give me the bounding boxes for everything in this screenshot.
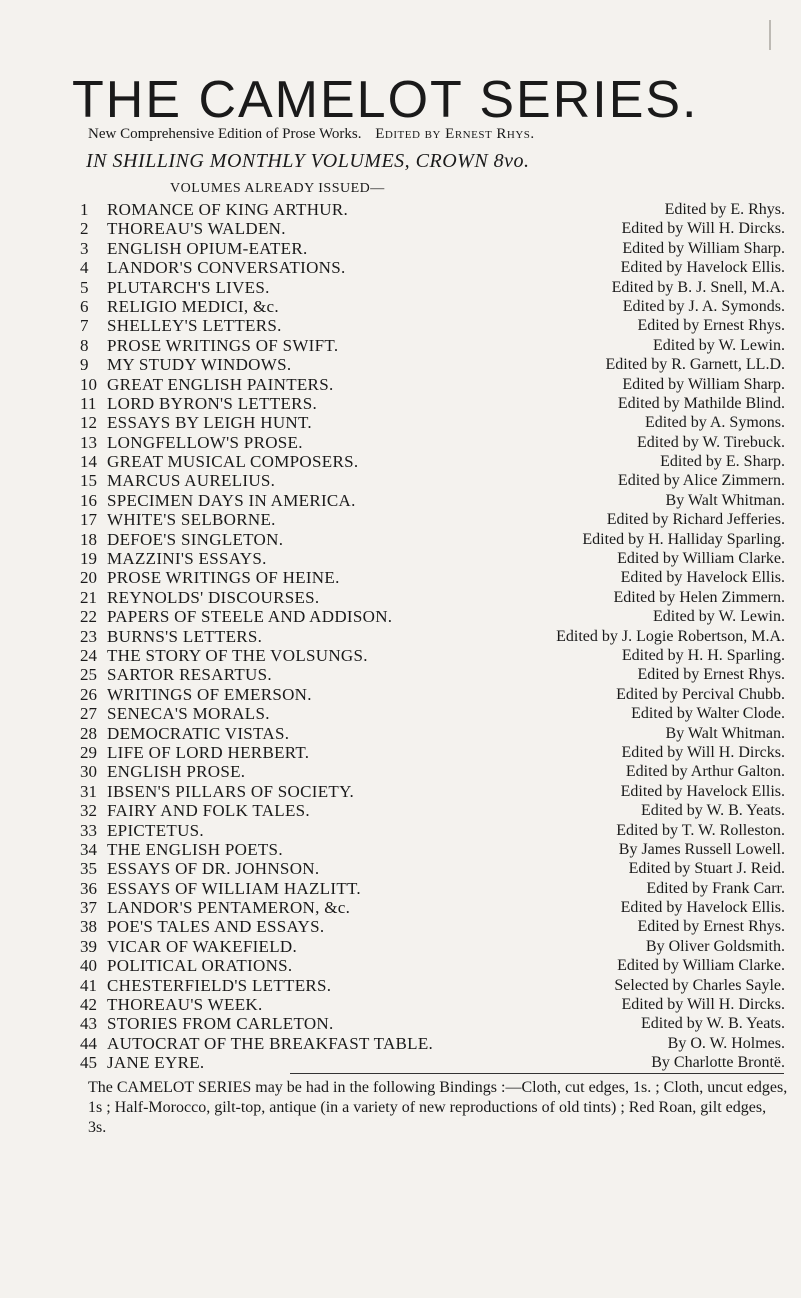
volume-title: DEFOE'S SINGLETON. — [107, 529, 284, 549]
volume-title: PLUTARCH'S LIVES. — [107, 277, 270, 297]
volume-title: LIFE OF LORD HERBERT. — [107, 742, 310, 762]
list-item — [80, 801, 785, 820]
volume-title: THOREAU'S WEEK. — [107, 995, 263, 1015]
volume-title: PROSE WRITINGS OF HEINE. — [107, 568, 340, 588]
volume-number: 19 — [80, 549, 97, 569]
list-item — [80, 219, 785, 238]
volume-title: PAPERS OF STEELE AND ADDISON. — [107, 607, 393, 627]
volume-editor: By Charlotte Brontë. — [651, 1054, 785, 1072]
volume-title: SHELLEY'S LETTERS. — [107, 316, 282, 336]
volume-editor: Edited by Helen Zimmern. — [613, 588, 785, 606]
volume-number: 16 — [80, 490, 97, 510]
volume-title: LORD BYRON'S LETTERS. — [107, 393, 318, 413]
list-item — [80, 879, 785, 898]
list-item — [80, 724, 785, 743]
volume-editor: Edited by A. Symons. — [644, 414, 785, 432]
volume-editor: Edited by W. Lewin. — [653, 608, 785, 626]
list-item — [80, 995, 785, 1014]
volume-number: 13 — [80, 432, 97, 452]
volume-number: 33 — [80, 820, 97, 840]
volume-number: 24 — [80, 645, 97, 665]
list-item — [80, 1034, 785, 1053]
volume-title: THE STORY OF THE VOLSUNGS. — [107, 645, 368, 665]
volume-editor: By O. W. Holmes. — [667, 1034, 785, 1052]
series-title: THE CAMELOT SERIES. — [72, 71, 699, 129]
volume-number: 44 — [80, 1033, 97, 1053]
volume-editor: Edited by William Clarke. — [617, 550, 785, 568]
volume-title: ESSAYS OF WILLIAM HAZLITT. — [107, 878, 361, 898]
volume-number: 17 — [80, 510, 97, 530]
list-item — [80, 316, 785, 335]
volume-editor: Edited by R. Garnett, LL.D. — [605, 356, 785, 374]
volume-editor: Edited by Arthur Galton. — [625, 763, 785, 781]
volume-number: 10 — [80, 374, 97, 394]
volume-number: 9 — [80, 355, 89, 375]
volume-title: ESSAYS OF DR. JOHNSON. — [107, 859, 320, 879]
volume-number: 20 — [80, 568, 97, 588]
series-editor: Edited by Ernest Rhys. — [375, 126, 535, 142]
volume-editor: Edited by Frank Carr. — [646, 879, 785, 897]
list-item — [80, 685, 785, 704]
volume-editor: Edited by Stuart J. Reid. — [628, 860, 785, 878]
volume-number: 26 — [80, 684, 97, 704]
volume-editor: Edited by Will H. Dircks. — [621, 743, 785, 761]
list-item — [80, 549, 785, 568]
volume-title: SENECA'S MORALS. — [107, 704, 270, 724]
list-item — [80, 452, 785, 471]
volume-title: DEMOCRATIC VISTAS. — [107, 723, 290, 743]
series-subtitle — [88, 126, 768, 143]
volume-editor: Edited by Ernest Rhys. — [637, 317, 785, 335]
volume-title: SARTOR RESARTUS. — [107, 665, 272, 685]
volume-editor: Selected by Charles Sayle. — [614, 976, 785, 994]
volume-editor: By Oliver Goldsmith. — [645, 937, 785, 955]
volume-editor: Edited by Havelock Ellis. — [620, 899, 785, 917]
subtitle-text: New Comprehensive Edition of Prose Works. — [88, 126, 362, 142]
list-item — [80, 336, 785, 355]
list-item — [80, 568, 785, 587]
list-item — [80, 917, 785, 936]
volume-title: ENGLISH OPIUM-EATER. — [107, 238, 308, 258]
volume-editor: Edited by Havelock Ellis. — [620, 782, 785, 800]
volume-editor: Edited by T. W. Rolleston. — [616, 821, 785, 839]
volume-title: MY STUDY WINDOWS. — [107, 355, 292, 375]
list-item — [80, 762, 785, 781]
volume-number: 30 — [80, 762, 97, 782]
bindings-note: The CAMELOT SERIES may be had in the following Bindings :—Cloth, cut edges, 1s. ; Cloth, uncut edges, 1s ; Half-Morocco, gilt-top, antique (in a variety of new reproductions of old tints) ; Red Roan, gilt edges, 3s. — [88, 1079, 788, 1136]
list-item — [80, 976, 785, 995]
volume-title: LONGFELLOW'S PROSE. — [107, 432, 303, 452]
list-item — [80, 704, 785, 723]
volume-editor: Edited by William Clarke. — [617, 957, 785, 975]
list-item — [80, 607, 785, 626]
volume-title: ROMANCE OF KING ARTHUR. — [107, 200, 349, 219]
volume-title: GREAT MUSICAL COMPOSERS. — [107, 452, 359, 472]
volume-number: 42 — [80, 995, 97, 1015]
volume-number: 15 — [80, 471, 97, 491]
volume-number: 28 — [80, 723, 97, 743]
volume-editor: Edited by William Sharp. — [622, 239, 785, 257]
volume-title: CHESTERFIELD'S LETTERS. — [107, 975, 332, 995]
volume-title: LANDOR'S PENTAMERON, &c. — [107, 898, 351, 918]
volume-editor: Edited by W. B. Yeats. — [640, 1015, 785, 1033]
volume-editor: By James Russell Lowell. — [618, 840, 785, 858]
list-item — [80, 937, 785, 956]
volume-title: LANDOR'S CONVERSATIONS. — [107, 258, 346, 278]
volume-number: 31 — [80, 781, 97, 801]
volume-number: 22 — [80, 607, 97, 627]
list-item — [80, 200, 785, 219]
volume-number: 14 — [80, 452, 97, 472]
volume-editor: Edited by Ernest Rhys. — [637, 666, 785, 684]
volume-number: 23 — [80, 626, 97, 646]
volume-editor: By Walt Whitman. — [665, 724, 785, 742]
volume-title: MAZZINI'S ESSAYS. — [107, 549, 267, 569]
volume-title: POE'S TALES AND ESSAYS. — [107, 917, 325, 937]
volume-editor: Edited by Ernest Rhys. — [637, 918, 785, 936]
list-item — [80, 646, 785, 665]
volume-number: 29 — [80, 742, 97, 762]
volume-number: 37 — [80, 898, 97, 918]
volume-title: RELIGIO MEDICI, &c. — [107, 296, 279, 316]
volume-title: REYNOLDS' DISCOURSES. — [107, 587, 320, 607]
list-item — [80, 530, 785, 549]
list-item — [80, 278, 785, 297]
list-item — [80, 859, 785, 878]
volume-list — [80, 200, 785, 1073]
volume-number: 45 — [80, 1053, 97, 1073]
volume-number: 41 — [80, 975, 97, 995]
volume-number: 2 — [80, 219, 89, 239]
page-edge-mark — [769, 20, 771, 50]
volume-title: THE ENGLISH POETS. — [107, 839, 283, 859]
list-item — [80, 627, 785, 646]
volume-editor: Edited by J. Logie Robertson, M.A. — [556, 627, 785, 645]
volume-editor: Edited by E. Sharp. — [660, 453, 785, 471]
volume-title: MARCUS AURELIUS. — [107, 471, 276, 491]
volume-number: 8 — [80, 335, 89, 355]
volume-editor: Edited by J. A. Symonds. — [622, 297, 785, 315]
volume-number: 6 — [80, 296, 89, 316]
volume-title: IBSEN'S PILLARS OF SOCIETY. — [107, 781, 355, 801]
volume-editor: Edited by W. Tirebuck. — [636, 433, 785, 451]
list-item — [80, 840, 785, 859]
list-item — [80, 394, 785, 413]
list-item — [80, 491, 785, 510]
volume-number: 35 — [80, 859, 97, 879]
volume-editor: Edited by Mathilde Blind. — [617, 394, 785, 412]
volume-number: 27 — [80, 704, 97, 724]
volume-title: WHITE'S SELBORNE. — [107, 510, 276, 530]
volume-title: BURNS'S LETTERS. — [107, 626, 263, 646]
volume-title: PROSE WRITINGS OF SWIFT. — [107, 335, 339, 355]
volume-editor: Edited by Havelock Ellis. — [620, 259, 785, 277]
list-item — [80, 355, 785, 374]
list-item — [80, 821, 785, 840]
monthly-volumes-line: IN SHILLING MONTHLY VOLUMES, CROWN 8vo. — [86, 150, 530, 172]
volume-editor: Edited by Havelock Ellis. — [620, 569, 785, 587]
list-item — [80, 375, 785, 394]
volume-title: GREAT ENGLISH PAINTERS. — [107, 374, 334, 394]
volume-number: 40 — [80, 956, 97, 976]
volume-number: 1 — [80, 200, 89, 219]
volume-number: 32 — [80, 801, 97, 821]
list-item — [80, 1053, 785, 1072]
list-item — [80, 413, 785, 432]
list-item — [80, 782, 785, 801]
list-item — [80, 239, 785, 258]
volume-number: 43 — [80, 1014, 97, 1034]
volume-number: 39 — [80, 936, 97, 956]
volume-title: VICAR OF WAKEFIELD. — [107, 936, 298, 956]
volume-number: 18 — [80, 529, 97, 549]
volume-title: WRITINGS OF EMERSON. — [107, 684, 312, 704]
volume-title: THOREAU'S WALDEN. — [107, 219, 286, 239]
volume-title: JANE EYRE. — [107, 1053, 205, 1073]
volumes-issued-heading: VOLUMES ALREADY ISSUED— — [170, 181, 385, 196]
volume-editor: Edited by W. B. Yeats. — [640, 802, 785, 820]
volume-number: 38 — [80, 917, 97, 937]
volume-editor: Edited by Will H. Dircks. — [621, 220, 785, 238]
volume-editor: Edited by B. J. Snell, M.A. — [611, 278, 785, 296]
volume-number: 3 — [80, 238, 89, 258]
volume-editor: Edited by Percival Chubb. — [616, 685, 785, 703]
volume-number: 11 — [80, 393, 97, 413]
volume-editor: Edited by H. Halliday Sparling. — [582, 530, 785, 548]
list-item — [80, 1014, 785, 1033]
volume-editor: Edited by William Sharp. — [622, 375, 785, 393]
volume-editor: Edited by Alice Zimmern. — [617, 472, 785, 490]
volume-editor: Edited by Richard Jefferies. — [606, 511, 785, 529]
volume-number: 21 — [80, 587, 97, 607]
volume-number: 34 — [80, 839, 97, 859]
list-item — [80, 588, 785, 607]
volume-editor: Edited by Walter Clode. — [631, 705, 785, 723]
list-item — [80, 433, 785, 452]
volume-editor: Edited by H. H. Sparling. — [621, 646, 785, 664]
volume-title: AUTOCRAT OF THE BREAKFAST TABLE. — [107, 1033, 434, 1053]
list-item — [80, 471, 785, 490]
volume-editor: By Walt Whitman. — [665, 491, 785, 509]
volume-title: FAIRY AND FOLK TALES. — [107, 801, 310, 821]
list-item — [80, 258, 785, 277]
volume-number: 4 — [80, 258, 89, 278]
volume-number: 36 — [80, 878, 97, 898]
list-item — [80, 956, 785, 975]
volume-title: SPECIMEN DAYS IN AMERICA. — [107, 490, 356, 510]
volume-number: 5 — [80, 277, 89, 297]
list-item — [80, 297, 785, 316]
divider-rule — [290, 1073, 784, 1074]
volume-editor: Edited by Will H. Dircks. — [621, 996, 785, 1014]
volume-title: ENGLISH PROSE. — [107, 762, 246, 782]
volume-number: 7 — [80, 316, 89, 336]
volume-title: EPICTETUS. — [107, 820, 204, 840]
volume-title: STORIES FROM CARLETON. — [107, 1014, 334, 1034]
volume-editor: Edited by E. Rhys. — [664, 201, 785, 218]
volume-title: POLITICAL ORATIONS. — [107, 956, 293, 976]
list-item — [80, 743, 785, 762]
list-item — [80, 510, 785, 529]
volume-number: 25 — [80, 665, 97, 685]
volume-title: ESSAYS BY LEIGH HUNT. — [107, 413, 312, 433]
list-item — [80, 665, 785, 684]
list-item — [80, 898, 785, 917]
volume-number: 12 — [80, 413, 97, 433]
volume-editor: Edited by W. Lewin. — [653, 336, 785, 354]
